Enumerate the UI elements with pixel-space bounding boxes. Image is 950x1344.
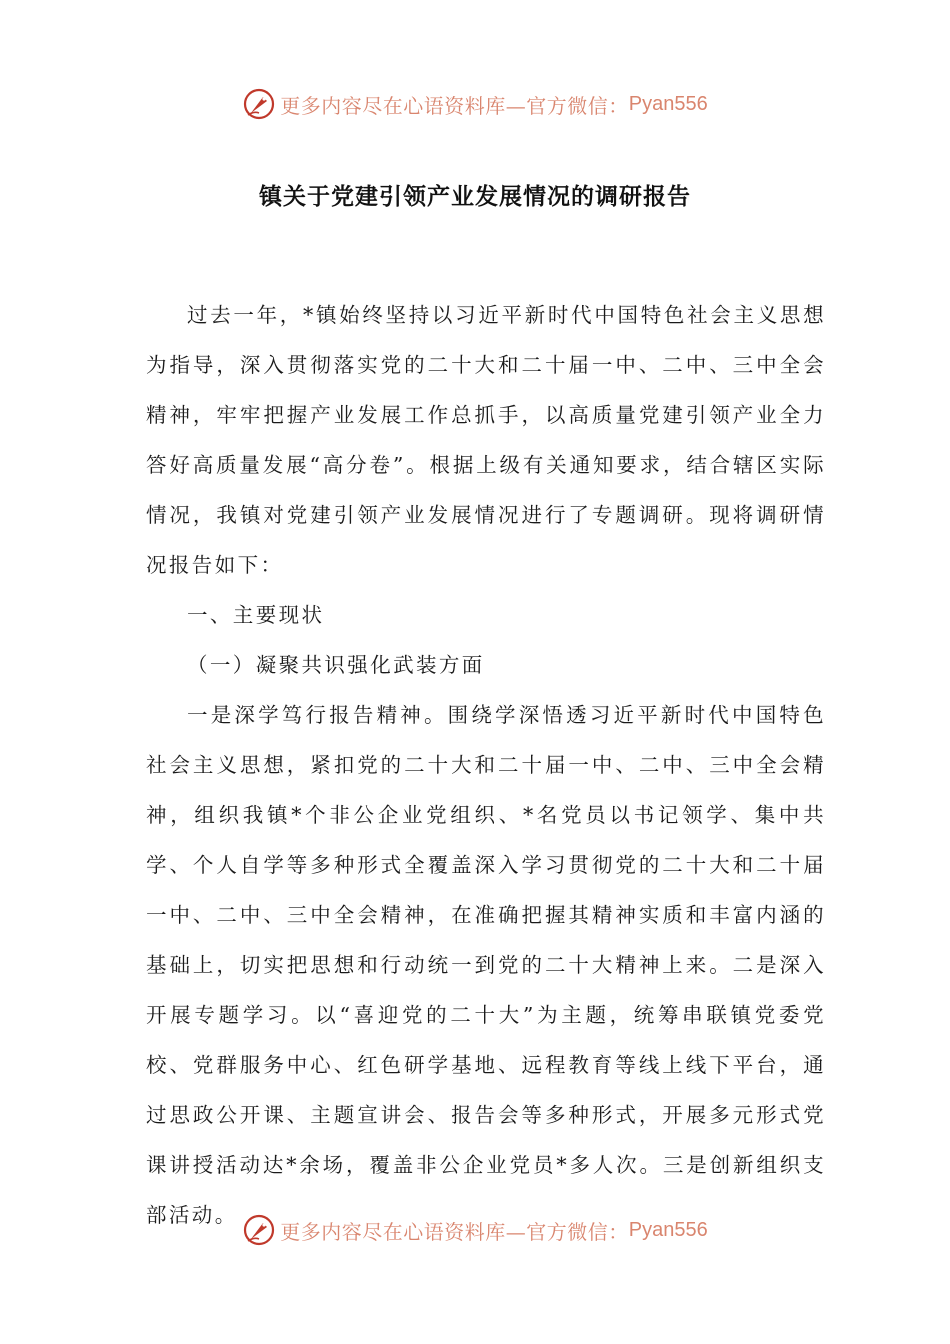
- subsection-heading: （一）凝聚共识强化武装方面: [187, 653, 485, 677]
- section-heading: 一、主要现状: [187, 603, 325, 627]
- document-title: 镇关于党建引领产业发展情况的调研报告: [259, 183, 691, 210]
- watermark-wechat-id: Pyan556: [628, 92, 708, 115]
- document-body: [146, 290, 826, 1240]
- watermark-text: 更多内容尽在心语资料库—官方微信：: [280, 1219, 629, 1244]
- watermark-wechat-id: Pyan556: [628, 1218, 708, 1241]
- paragraph: 一是深学笃行报告精神。围绕学深悟透习近平新时代中国特色社会主义思想，紧扣党的二十大和二十届一中、二中、三中全会精神，组织我镇*个非公企业党组织、*名党员以书记领学、集中共学、个人自学等多种形式全覆盖深入学习贯彻党的二十大和二十届一中、二中、三中全会精神，在准确把握其精神实质和丰富内涵的基础上，切实把思想和行动统一到党的二十大精神上来。二是深入开展专题学习。以“喜迎党的二十大”为主题，统筹串联镇党委党校、党群服务中心、红色研学基地、远程教育等线上线下平台，通过思政公开课、主题宣讲会、报告会等多种形式，开展多元形式党课讲授活动达*余场，覆盖非公企业党员*多人次。三是创新组织支部活动。: [146, 703, 826, 1227]
- pen-nib-logo-icon: [242, 87, 276, 121]
- footer-watermark: [0, 1210, 950, 1250]
- paragraph: 过去一年，*镇始终坚持以习近平新时代中国特色社会主义思想为指导，深入贯彻落实党的二十大和二十届一中、二中、三中全会精神，牢牢把握产业发展工作总抓手，以高质量党建引领产业全力答好高质量发展“高分卷”。根据上级有关通知要求，结合辖区实际情况，我镇对党建引领产业发展情况进行了专题调研。现将调研情况报告如下：: [146, 303, 826, 577]
- header-watermark: [0, 84, 950, 124]
- pen-nib-logo-icon: [242, 1213, 276, 1247]
- watermark-text: 更多内容尽在心语资料库—官方微信：: [280, 93, 629, 118]
